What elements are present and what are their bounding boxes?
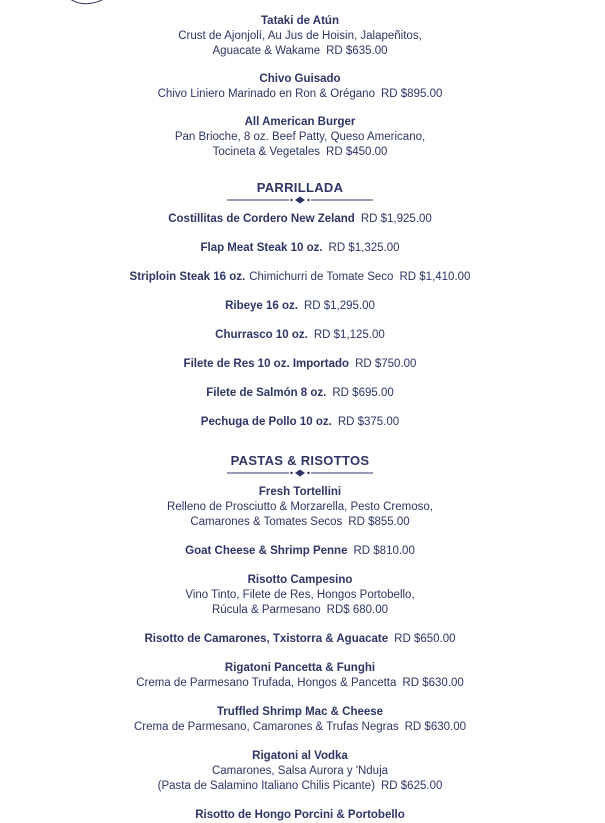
item-desc: Camarones, Salsa Aurora y 'Nduja — [211, 765, 389, 777]
item-price: RD $630.00 — [404, 721, 466, 733]
item-price: RD $450.00 — [326, 146, 388, 158]
item-name: Risotto de Hongo Porcini & Portobello — [195, 809, 405, 821]
item-name: Rigatoni al Vodka — [252, 750, 348, 762]
menu-item — [0, 241, 600, 256]
item-desc: Aguacate & Wakame — [212, 45, 321, 57]
item-price: RD $1,925.00 — [360, 213, 432, 225]
item-name: Filete de Res 10 oz. Importado — [183, 358, 350, 370]
menu-item — [0, 661, 600, 691]
item-price: RD $375.00 — [337, 416, 400, 428]
item-price: RD $1,410.00 — [399, 271, 471, 283]
menu-item — [0, 328, 600, 343]
item-price: RD $750.00 — [355, 358, 417, 370]
item-price: RD $1,295.00 — [303, 300, 375, 312]
item-desc: Tocineta & Vegetales — [212, 146, 321, 158]
menu-item — [0, 485, 600, 530]
item-price: RD $650.00 — [394, 633, 456, 645]
item-price: RD $895.00 — [380, 88, 443, 100]
menu-item — [0, 632, 600, 647]
item-name: Trufﬂed Shrimp Mac & Cheese — [216, 706, 384, 718]
menu-item — [0, 14, 600, 59]
menu-item — [0, 544, 600, 559]
item-price: RD $630.00 — [402, 677, 464, 689]
ornament-divider-icon — [225, 469, 375, 477]
item-desc: Vino Tinto, Filete de Res, Hongos Portobello, — [185, 589, 415, 601]
menu-item — [0, 705, 600, 735]
item-desc: Relleno de Prosciutto & Morzarella, Pesto Cremoso, — [167, 501, 433, 513]
menu-item — [0, 415, 600, 430]
item-price: RD $1,125.00 — [313, 329, 385, 341]
menu-item — [0, 72, 600, 102]
menu-item — [0, 386, 600, 401]
section-title: PASTAS & RISOTTOS — [230, 453, 370, 468]
section-title: PARRILLADA — [256, 180, 344, 195]
item-price: RD $695.00 — [332, 387, 394, 399]
item-name: Tataki de Atún — [261, 15, 339, 27]
item-name: Rigatoni Pancetta & Funghi — [224, 662, 376, 674]
item-name: All American Burger — [244, 116, 356, 128]
item-price: RD $635.00 — [326, 45, 388, 57]
item-name: Goat Cheese & Shrimp Penne — [185, 545, 348, 557]
menu-page — [0, 14, 600, 823]
section-header-pastas — [225, 453, 375, 477]
item-desc: Camarones & Tomates Secos — [190, 516, 343, 528]
menu-item — [0, 808, 600, 823]
item-desc: Rúcula & Parmesano — [211, 604, 321, 616]
item-desc: Chimichurri de Tomate Seco — [249, 271, 394, 283]
item-name: Striploin Steak 16 oz. — [129, 271, 246, 283]
menu-item — [0, 115, 600, 160]
item-name: Chivo Guisado — [259, 73, 341, 85]
item-name: Fresh Tortellini — [258, 486, 342, 498]
item-name: Risotto de Camarones, Txistorra & Aguacate — [144, 633, 389, 645]
item-name: Risotto Campesino — [247, 574, 353, 586]
item-name: Churrasco 10 oz. — [215, 329, 308, 341]
menu-item — [0, 299, 600, 314]
item-name: Ribeye 16 oz. — [225, 300, 298, 312]
menu-item — [0, 357, 600, 372]
item-desc: Chivo Liniero Marinado en Ron & Orégano — [157, 88, 375, 100]
item-desc: Crust de Ajonjolí, Au Jus de Hoisin, Jalapeñitos, — [178, 30, 422, 42]
item-price: RD$ 680.00 — [326, 604, 389, 616]
item-name: Costillitas de Cordero New Zeland — [168, 213, 355, 225]
item-desc: Pan Brioche, 8 oz. Beef Patty, Queso Americano, — [174, 131, 426, 143]
item-name: Filete de Salmón 8 oz. — [206, 387, 327, 399]
item-price: RD $855.00 — [348, 516, 410, 528]
section-header-parrillada — [225, 180, 375, 204]
menu-item — [0, 749, 600, 794]
item-desc: Crema de Parmesano, Camarones & Trufas Negras — [134, 721, 399, 733]
ornament-divider-icon — [225, 196, 375, 204]
menu-item — [0, 573, 600, 618]
menu-item — [0, 212, 600, 227]
item-name: Flap Meat Steak 10 oz. — [200, 242, 323, 254]
item-price: RD $625.00 — [380, 780, 443, 792]
item-name: Pechuga de Pollo 10 oz. — [200, 416, 332, 428]
item-price: RD $1,325.00 — [328, 242, 400, 254]
item-price: RD $810.00 — [353, 545, 415, 557]
item-desc: (Pasta de Salamino Italiano Chilis Picante) — [157, 780, 375, 792]
item-desc: Crema de Parmesano Trufada, Hongos & Pancetta — [136, 677, 397, 689]
menu-item — [0, 270, 600, 285]
decorative-curve-icon — [60, 0, 120, 12]
